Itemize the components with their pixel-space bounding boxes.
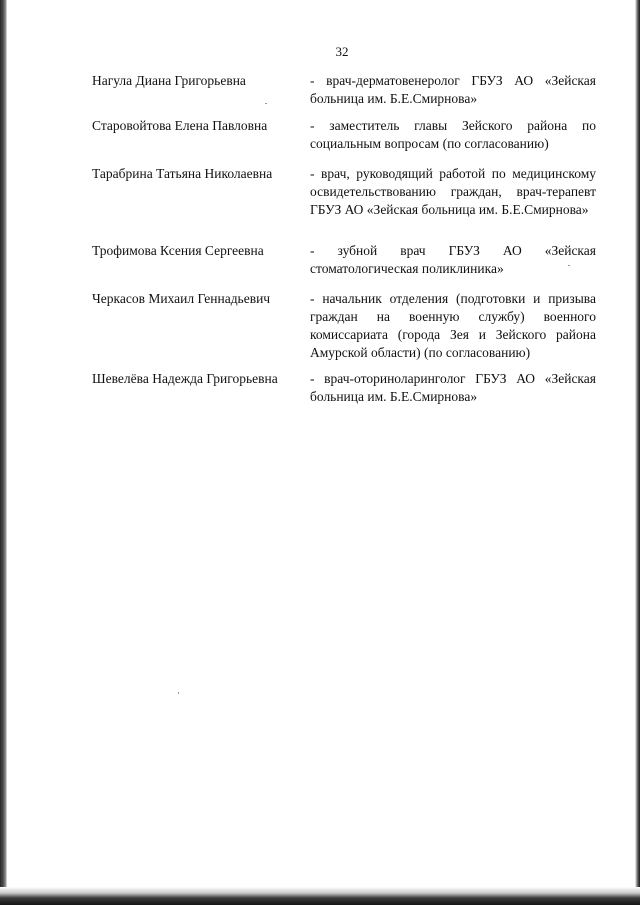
member-name: Черкасов Михаил Геннадьевич <box>92 291 271 306</box>
member-name: Тарабрина Татьяна Николаевна <box>92 166 273 181</box>
page-number: 32 <box>335 44 349 59</box>
scan-edge-right <box>635 0 640 905</box>
scan-edge-bottom <box>0 887 640 905</box>
member-name: Нагула Диана Григорьевна <box>92 73 246 88</box>
member-role: - врач-оториноларинголог ГБУЗ АО «Зейская больница им. Б.Е.Смирнова» <box>310 371 596 404</box>
scan-speck <box>178 692 179 694</box>
member-name: Старовойтова Елена Павловна <box>92 118 268 133</box>
scan-edge-left <box>0 0 7 905</box>
member-role: - врач-дерматовенеролог ГБУЗ АО «Зейская больница им. Б.Е.Смирнова» <box>310 73 596 106</box>
member-role: - заместитель главы Зейского района по социальным вопросам (по согласованию) <box>310 118 596 151</box>
member-name: Трофимова Ксения Сергеевна <box>92 243 264 258</box>
member-role: - зубной врач ГБУЗ АО «Зейская стоматологическая поликлиника» <box>310 243 596 276</box>
member-role: - начальник отделения (подготовки и призыва граждан на военную службу) военного комиссариата (города Зея и Зейского района Амурской области) (по согласованию) <box>310 291 596 360</box>
scan-speck <box>568 265 570 266</box>
member-name: Шевелёва Надежда Григорьевна <box>92 371 278 386</box>
member-role: - врач, руководящий работой по медицинскому освидетельствованию граждан, врач-терапевт ГБУЗ АО «Зейская больница им. Б.Е.Смирнова» <box>310 166 596 217</box>
scan-speck <box>265 103 267 104</box>
